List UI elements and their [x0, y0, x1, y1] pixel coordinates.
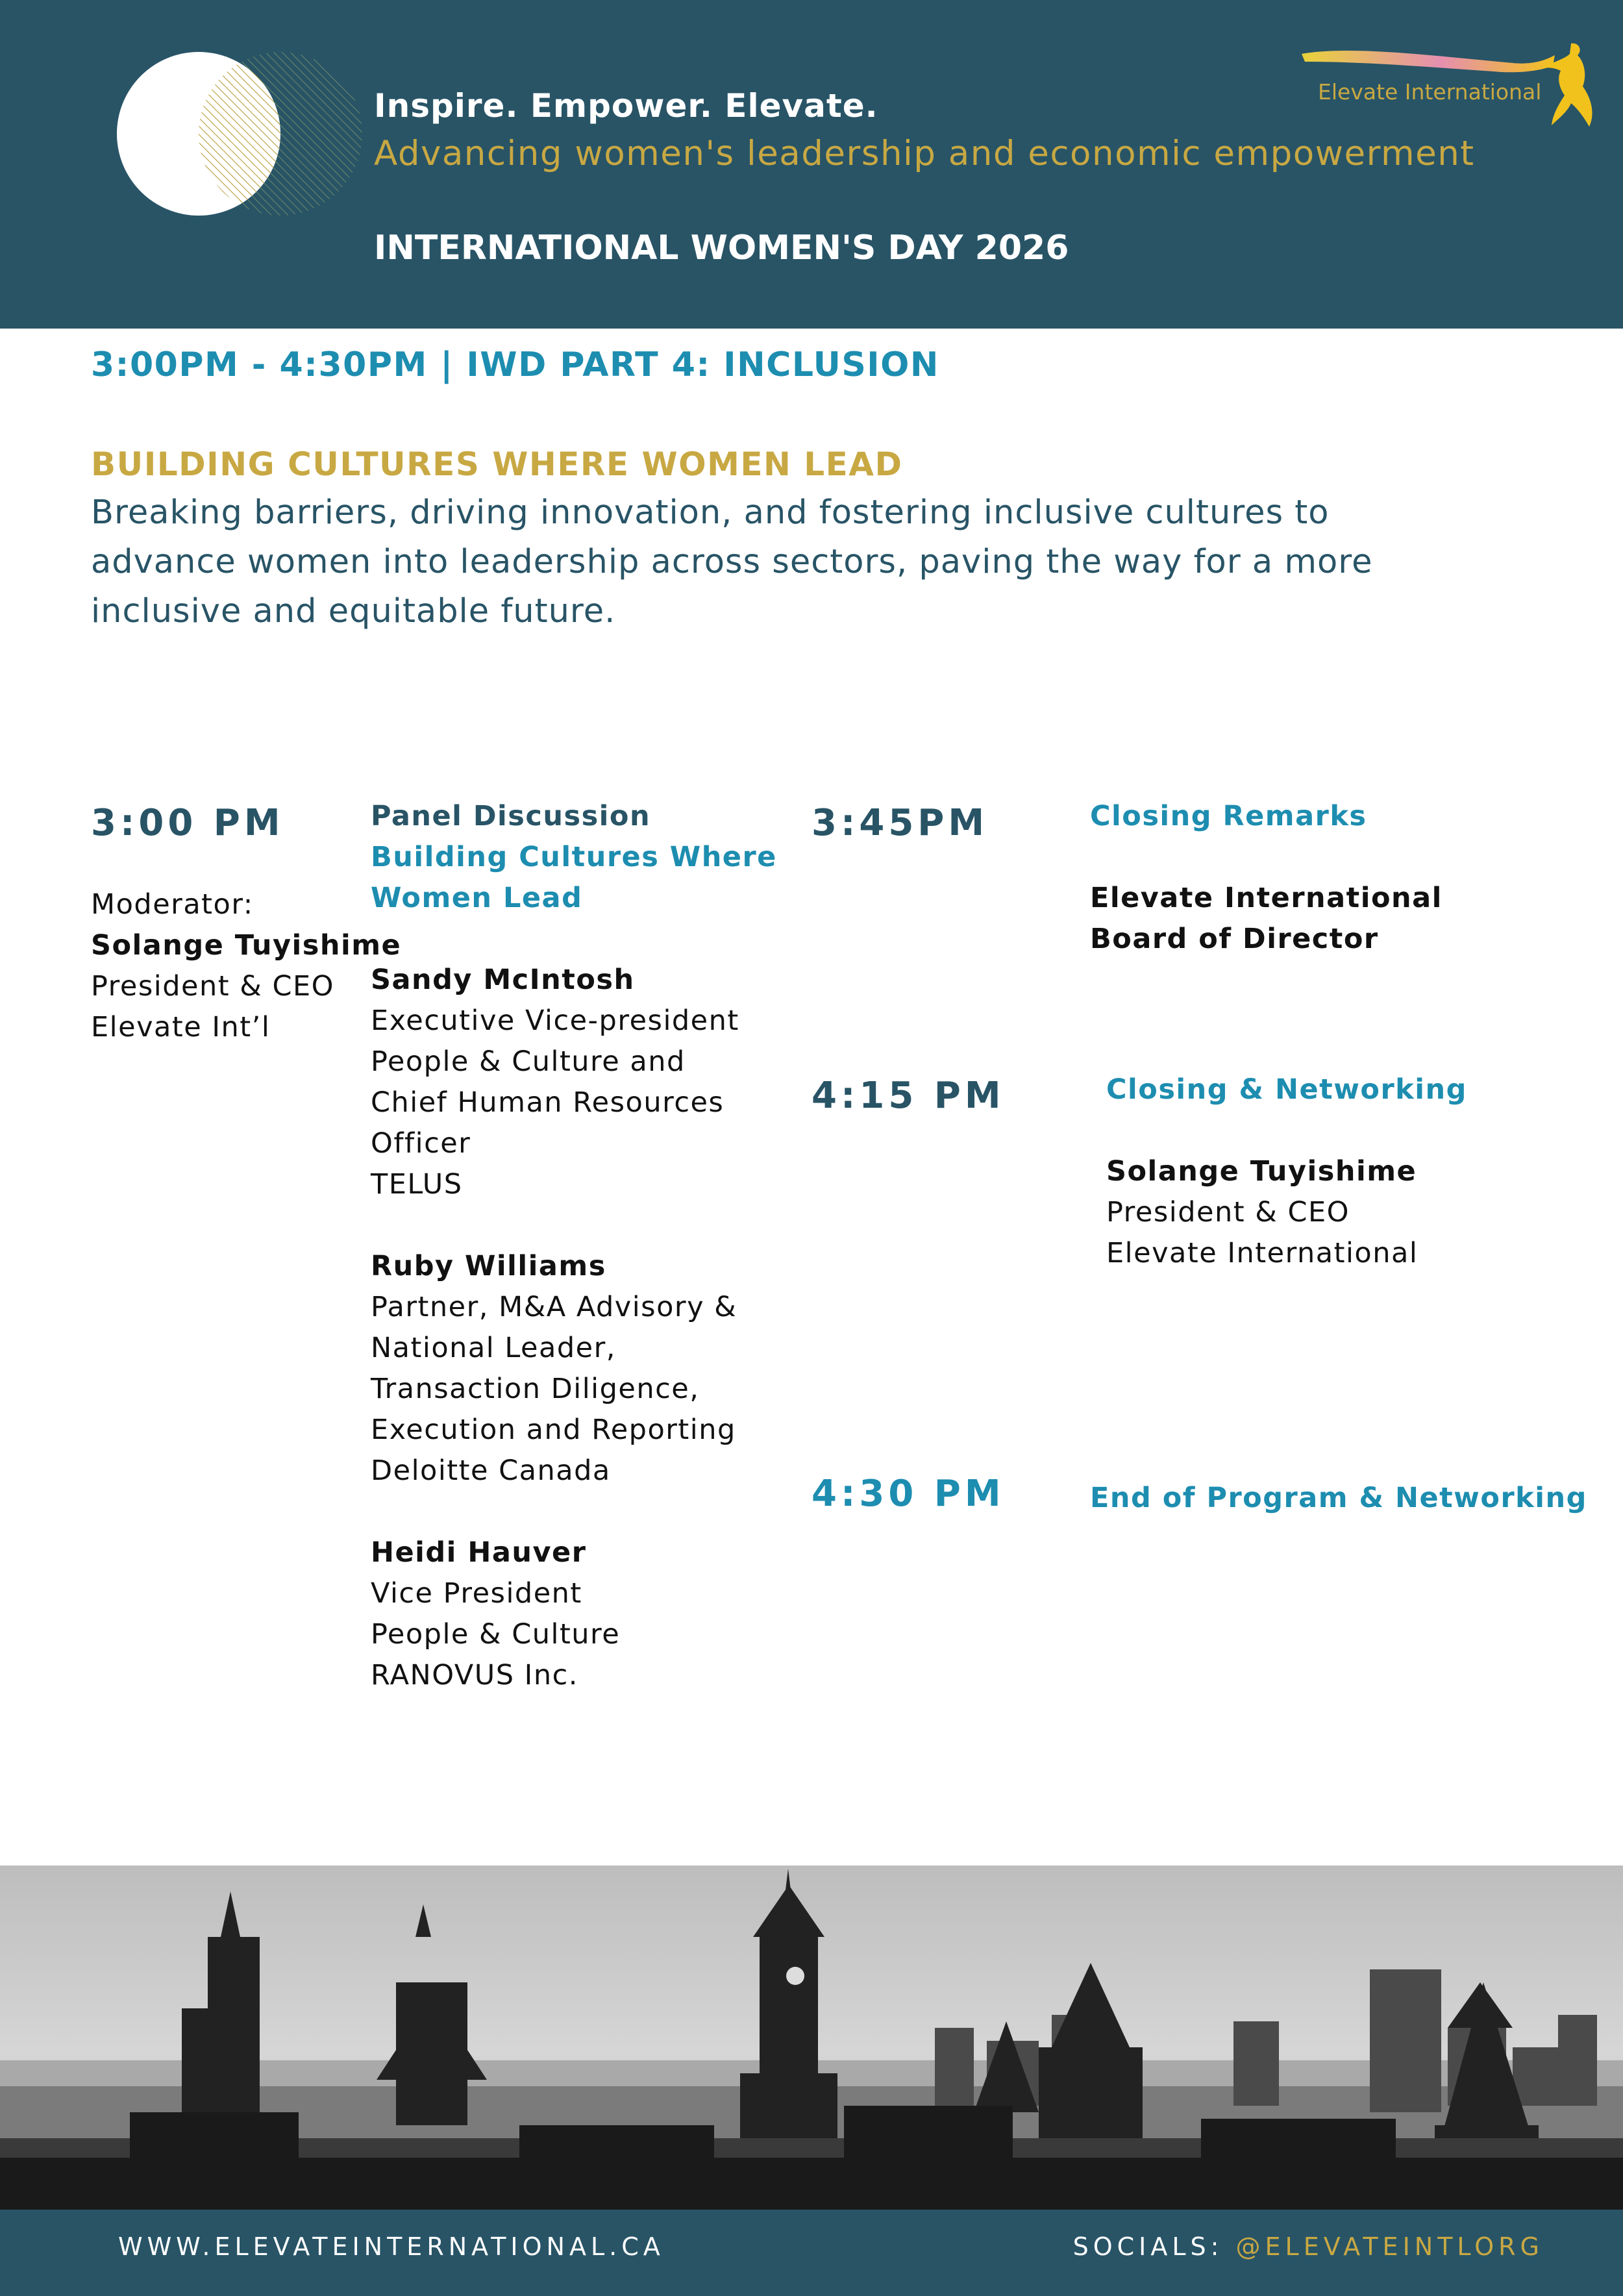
closing-remarks-title: Closing Remarks	[1090, 800, 1367, 832]
speaker-line: Transaction Diligence,	[371, 1373, 700, 1405]
time-closing-remarks: 3:45PM	[812, 802, 989, 844]
socials-label: SOCIALS:	[1072, 2232, 1236, 2261]
speaker-name: Sandy McIntosh	[371, 964, 635, 996]
moderator-label: Moderator:	[91, 888, 254, 921]
speaker-line: National Leader,	[371, 1332, 616, 1364]
end-title: End of Program & Networking	[1090, 1482, 1587, 1514]
speaker-line: Officer	[371, 1127, 471, 1160]
panel-title-line: Women Lead	[371, 882, 583, 914]
speaker-line: Chief Human Resources	[371, 1086, 725, 1119]
session-heading: 3:00PM - 4:30PM | IWD PART 4: INCLUSION	[91, 345, 939, 384]
time-closing-networking: 4:15 PM	[812, 1075, 1005, 1117]
moderator-title: President & CEO	[91, 970, 334, 1003]
theme-line: inclusive and equitable future.	[91, 592, 616, 630]
panel-title-line: Building Cultures Where	[371, 841, 777, 873]
speaker-line: Execution and Reporting	[371, 1414, 736, 1446]
time-panel: 3:00 PM	[91, 802, 284, 844]
speaker-line: Deloitte Canada	[371, 1454, 611, 1487]
closing-remarks-speaker: Board of Director	[1090, 923, 1379, 955]
moderator-name: Solange Tuyishime	[91, 929, 402, 962]
time-end: 4:30 PM	[812, 1473, 1005, 1515]
closing-networking-block	[1106, 1069, 1467, 1274]
hatched-circle-graphic	[199, 52, 362, 216]
speaker-line: Partner, M&A Advisory &	[371, 1291, 737, 1323]
panel-block	[371, 796, 777, 1696]
closing-networking-line: President & CEO	[1106, 1196, 1350, 1229]
event-title: INTERNATIONAL WOMEN'S DAY 2026	[374, 229, 1069, 268]
theme-title: BUILDING CULTURES WHERE WOMEN LEAD	[91, 445, 903, 483]
theme-description	[91, 488, 1506, 636]
closing-remarks-speaker: Elevate International	[1090, 882, 1443, 914]
closing-remarks-block	[1090, 796, 1443, 960]
speaker-line: Vice President	[371, 1577, 582, 1610]
speaker-name: Ruby Williams	[371, 1250, 606, 1282]
panel-type: Panel Discussion	[371, 800, 651, 832]
theme-line: Breaking barriers, driving innovation, and fostering inclusive cultures to	[91, 493, 1330, 532]
moderator-org: Elevate Int’l	[91, 1011, 271, 1043]
speaker-name: Heidi Hauver	[371, 1536, 587, 1569]
socials-handle[interactable]: @ELEVATEINTLORG	[1235, 2232, 1544, 2261]
end-block	[1090, 1478, 1587, 1519]
speaker-line: Executive Vice-president	[371, 1004, 739, 1037]
tagline: Inspire. Empower. Elevate.	[374, 87, 878, 125]
city-skyline-photo	[0, 1866, 1623, 2210]
sub-tagline: Advancing women's leadership and economic empowerment	[374, 134, 1475, 173]
moderator-block	[91, 884, 401, 1048]
speaker-line: People & Culture and	[371, 1045, 686, 1078]
website-link[interactable]: WWW.ELEVATEINTERNATIONAL.CA	[118, 2232, 665, 2261]
closing-networking-line: Elevate International	[1106, 1237, 1419, 1269]
speaker-line: People & Culture	[371, 1618, 621, 1651]
theme-line: advance women into leadership across sectors, paving the way for a more	[91, 543, 1373, 581]
socials	[1073, 2232, 1544, 2261]
closing-networking-title: Closing & Networking	[1106, 1073, 1467, 1106]
logo-text: Elevate International	[1318, 79, 1542, 105]
speaker-line: RANOVUS Inc.	[371, 1659, 578, 1691]
speaker-line: TELUS	[371, 1168, 463, 1201]
closing-networking-name: Solange Tuyishime	[1106, 1155, 1417, 1188]
